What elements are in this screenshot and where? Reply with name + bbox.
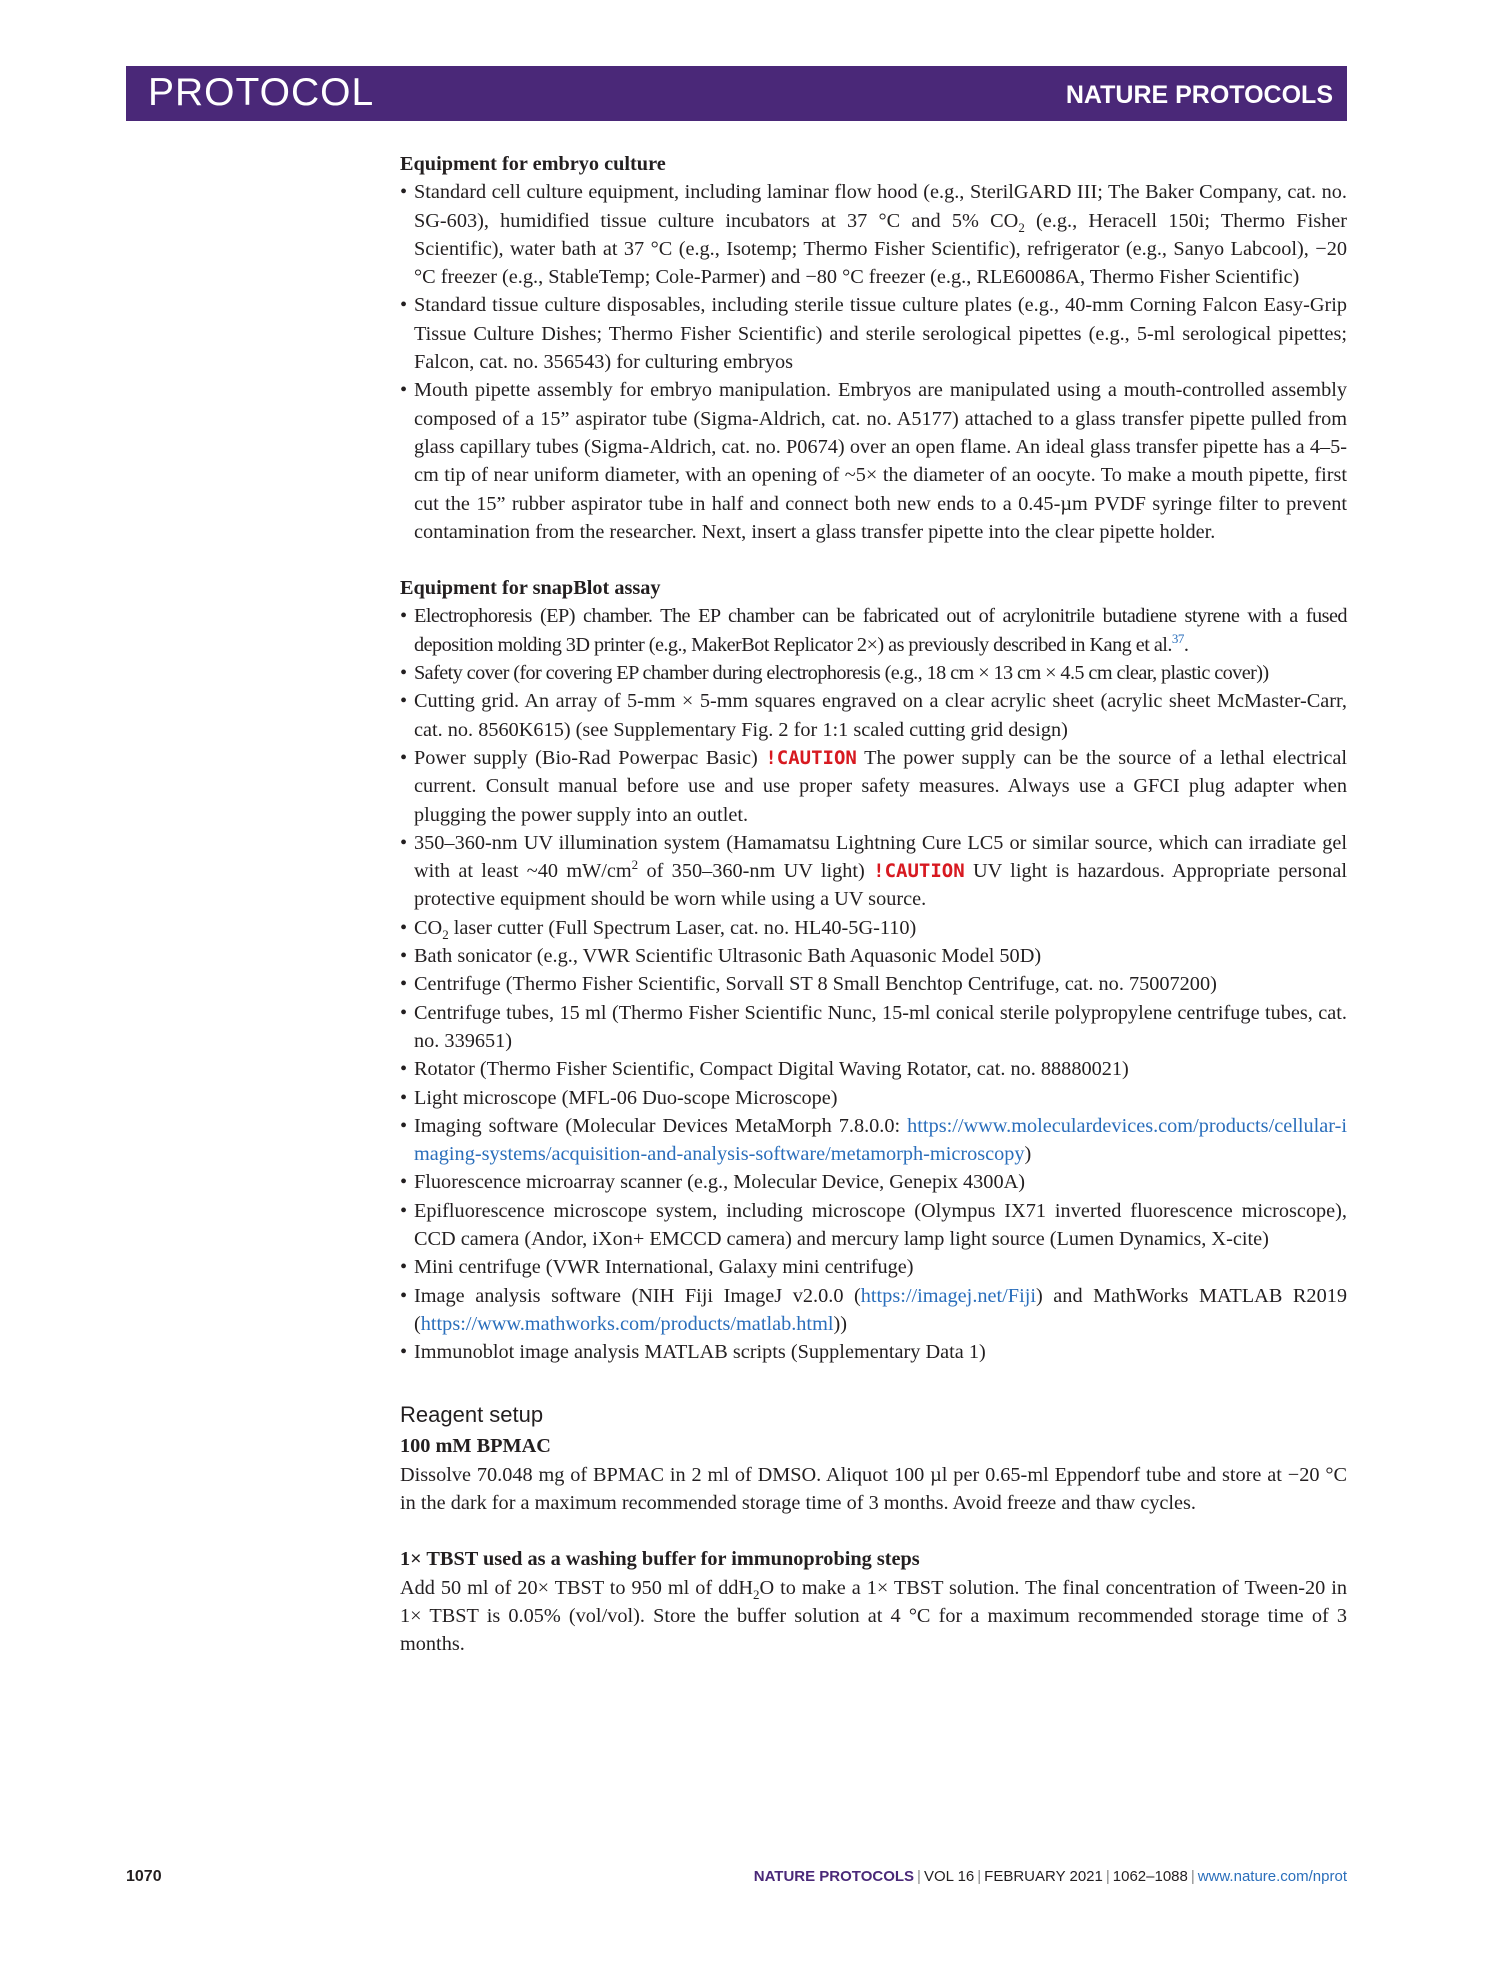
list-item: • Mouth pipette assembly for embryo manipulation. Embryos are manipulated using a mouth-controlled assembly composed of a 15” aspirator tube (Sigma-Aldrich, cat. no. A5177) attached to a glass transfer pipette pulled from glass capillary tubes (Sigma-Aldrich, cat. no. P0674) over an open flame. An ideal glass transfer pipette has a 4–5-cm tip of near uniform diameter, with an opening of ~5× the diameter of an oocyte. To make a mouth pipette, first cut the 15” rubber aspirator tube in half and connect both new ends to a 0.45-µm PVDF syringe filter to prevent contamination from the researcher. Next, insert a glass transfer pipette into the clear pipette holder. xyxy=(400,376,1347,546)
article-type-label: PROTOCOL xyxy=(148,71,375,114)
reagent-setup-heading: Reagent setup xyxy=(400,1402,544,1428)
footer-journal: NATURE PROTOCOLS xyxy=(753,1868,915,1885)
caution-label: !CAUTION xyxy=(873,860,965,883)
journal-name-label: NATURE PROTOCOLS xyxy=(1065,81,1333,109)
matlab-link[interactable]: https://www.mathworks.com/products/matlab.html xyxy=(420,1312,834,1335)
list-item: • Standard cell culture equipment, including laminar flow hood (e.g., SterilGARD III; The Baker Company, cat. no. SG-603), humidified tissue culture incubators at 37 °C and 5% $CO_2$ (e.g., Heracell 150i; Thermo Fisher Scientific), water bath at 37 °C (e.g., Isotemp; Thermo Fisher Scientific), refrigerator (e.g., Sanyo Labcool), −20 °C freezer (e.g., StableTemp; Cole-Parmer) and −80 °C freezer (e.g., RLE60086A, Thermo Fisher Scientific) xyxy=(400,178,1347,291)
list-item: • Standard tissue culture disposables, including sterile tissue culture plates (e.g., 40-mm Corning Falcon Easy-Grip Tissue Culture Dishes; Thermo Fisher Scientific) and sterile serological pipettes (e.g., 5-ml serological pipettes; Falcon, cat. no. 356543) for culturing embryos xyxy=(400,291,1347,376)
list-item: • Centrifuge (Thermo Fisher Scientific, Sorvall ST 8 Small Benchtop Centrifuge, cat. no. 75007200) xyxy=(400,970,1347,998)
header-banner xyxy=(126,66,1347,121)
embryo-equipment-heading: Equipment for embryo culture xyxy=(400,153,666,175)
list-item: • Immunoblot image analysis MATLAB scripts (Supplementary Data 1) xyxy=(400,1338,1347,1366)
tbst-paragraph: Add 50 ml of 20× TBST to 950 ml of ddH$_2$O to make a 1× TBST solution. The final concentration of Tween-20 in 1× TBST is 0.05% (vol/vol). Store the buffer solution at 4 °C for a maximum recommended storage time of 3 months. xyxy=(400,1576,1347,1656)
snapblot-equipment-list xyxy=(400,602,1347,1366)
caution-label: !CAUTION xyxy=(765,746,857,769)
list-item: • Imaging software (Molecular Devices MetaMorph 7.8.0.0: https://www.moleculardevices.com/products/cellular-imaging-systems/acquisition-and-analysis-software/metamorph-microscopy) xyxy=(400,1112,1347,1169)
list-item: • Fluorescence microarray scanner (e.g., Molecular Device, Genepix 4300A) xyxy=(400,1168,1347,1196)
list-item: • Image analysis software (NIH Fiji ImageJ v2.0.0 (https://imagej.net/Fiji) and MathWorks MATLAB R2019 (https://www.mathworks.com/products/matlab.html)) xyxy=(400,1282,1347,1339)
bpmac-heading: 100 mM BPMAC xyxy=(400,1435,551,1458)
citation-link[interactable]: 37 xyxy=(1171,630,1184,646)
fiji-link[interactable]: https://imagej.net/Fiji xyxy=(860,1284,1036,1307)
list-item: • Bath sonicator (e.g., VWR Scientific Ultrasonic Bath Aquasonic Model 50D) xyxy=(400,942,1347,970)
main-content xyxy=(400,150,1347,1659)
footer-date: FEBRUARY 2021 xyxy=(984,1868,1103,1885)
bpmac-paragraph: Dissolve 70.048 mg of BPMAC in 2 ml of DMSO. Aliquot 100 µl per 0.65-ml Eppendorf tube and store at −20 °C in the dark for a maximum recommended storage time of 3 months. Avoid freeze and thaw cycles. xyxy=(400,1463,1347,1515)
metamorph-link[interactable]: https://www.moleculardevices.com/products/cellular-imaging-systems/acquisition-and-analysis-software/metamorph-microscopy xyxy=(414,1114,1347,1166)
page-number: 1070 xyxy=(126,1868,162,1885)
footer-pages: 1062–1088 xyxy=(1112,1868,1188,1885)
list-item: • Epifluorescence microscope system, including microscope (Olympus IX71 inverted fluorescence microscope), CCD camera (Andor, iXon+ EMCCD camera) and mercury lamp light source (Lumen Dynamics, X-cite) xyxy=(400,1197,1347,1254)
footer-volume: VOL 16 xyxy=(923,1868,975,1885)
embryo-equipment-list xyxy=(400,178,1347,546)
list-item: • Power supply (Bio-Rad Powerpac Basic) !CAUTION The power supply can be the source of a lethal electrical current. Consult manual before use and use proper safety measures. Always use a GFCI plug adapter when plugging the power supply into an outlet. xyxy=(400,744,1347,829)
list-item: • $CO_2$ laser cutter (Full Spectrum Laser, cat. no. HL40-5G-110) xyxy=(400,914,1347,942)
list-item: • Electrophoresis (EP) chamber. The EP chamber can be fabricated out of acrylonitrile butadiene styrene with a fused deposition molding 3D printer (e.g., MakerBot Replicator 2×) as previously described in Kang et al.$^{37}$. xyxy=(400,602,1347,659)
list-item: • Mini centrifuge (VWR International, Galaxy mini centrifuge) xyxy=(400,1253,1347,1281)
list-item: • 350–360-nm UV illumination system (Hamamatsu Lightning Cure LC5 or similar source, which can irradiate gel with at least ~40 $mW/cm^2$ of 350–360-nm UV light) !CAUTION UV light is hazardous. Appropriate personal protective equipment should be worn while using a UV source. xyxy=(400,829,1347,914)
footer-url-link[interactable]: www.nature.com/nprot xyxy=(1197,1868,1347,1885)
list-item: • Rotator (Thermo Fisher Scientific, Compact Digital Waving Rotator, cat. no. 88880021) xyxy=(400,1055,1347,1083)
snapblot-equipment-heading: Equipment for snapBlot assay xyxy=(400,577,661,600)
list-item: • Light microscope (MFL-06 Duo-scope Microscope) xyxy=(400,1084,1347,1112)
list-item: • Centrifuge tubes, 15 ml (Thermo Fisher Scientific Nunc, 15-ml conical sterile polypropylene centrifuge tubes, cat. no. 339651) xyxy=(400,999,1347,1056)
footer-citation: NATURE PROTOCOLS | VOL 16 | FEBRUARY 2021 | 1062–1088 | www.nature.com/nprot xyxy=(753,1868,1347,1885)
list-item: • Safety cover (for covering EP chamber during electrophoresis (e.g., 18 cm × 13 cm × 4.5 cm clear, plastic cover)) xyxy=(400,659,1347,687)
tbst-heading: 1× TBST used as a washing buffer for immunoprobing steps xyxy=(400,1548,920,1571)
list-item: • Cutting grid. An array of 5-mm × 5-mm squares engraved on a clear acrylic sheet (acrylic sheet McMaster-Carr, cat. no. 8560K615) (see Supplementary Fig. 2 for 1:1 scaled cutting grid design) xyxy=(400,687,1347,744)
